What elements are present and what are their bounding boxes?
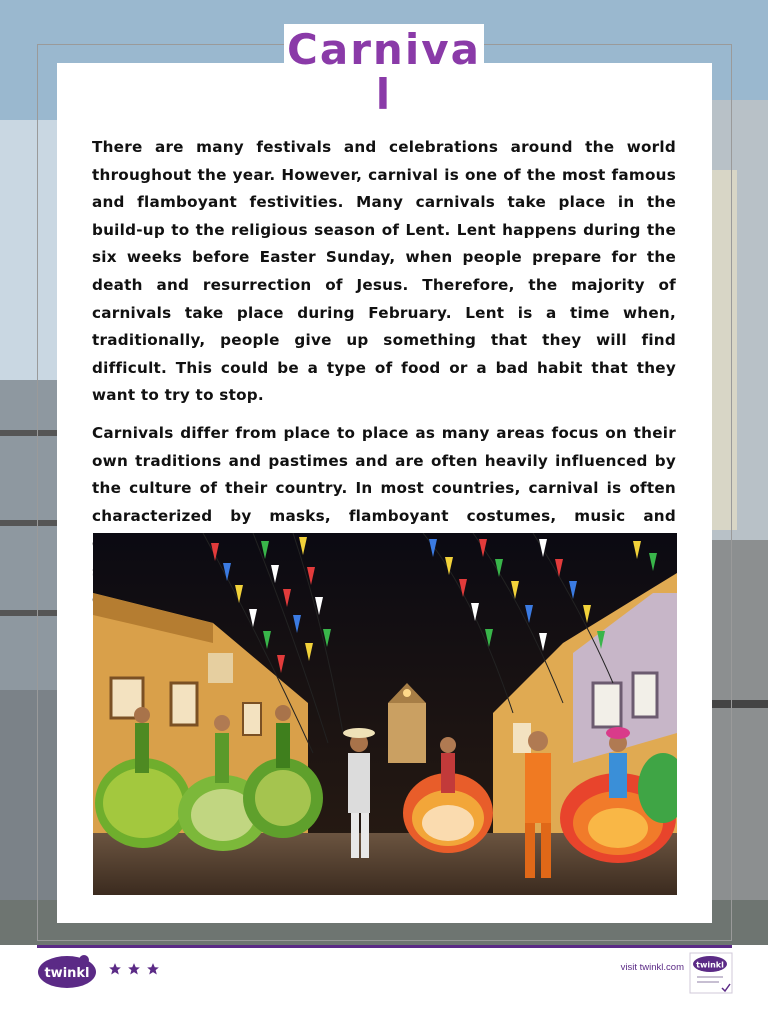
- svg-text:twinkl: twinkl: [696, 960, 724, 970]
- star-icon: [127, 962, 141, 976]
- paragraph-2: Carnivals differ from place to place as many areas focus on their own traditions and pastimes and are often heavily influenced by the culture of their country. In most countries, carnival is often characterized by masks, flamboyant costumes, music and: [92, 423, 676, 525]
- twinkl-badge: [689, 952, 733, 994]
- paragraph-1: There are many festivals and celebrations around the world throughout the year. However, carnival is one of the most famous and flamboyant festivities. Many carnivals take place in the build-up to the religious season of Lent. Lent happens during the six weeks before Easter Sunday, when people prepare for the death and resurrection of Jesus. Therefore, the majority of carnivals take place during February. Lent is a time when, traditionally, people give up something that they will find difficult. This could be a type of food or a bad habit that they want to try to stop.: [92, 138, 676, 405]
- star-icon: [146, 962, 160, 976]
- twinkl-logo[interactable]: [38, 955, 96, 989]
- visit-link[interactable]: visit twinkl.com: [620, 962, 684, 973]
- carnival-photo: [93, 533, 677, 895]
- rating-stars: [108, 962, 160, 976]
- footer-divider: [37, 945, 732, 948]
- page-title: Carnival: [287, 25, 481, 119]
- star-icon: [108, 962, 122, 976]
- svg-text:twinkl: twinkl: [44, 966, 90, 981]
